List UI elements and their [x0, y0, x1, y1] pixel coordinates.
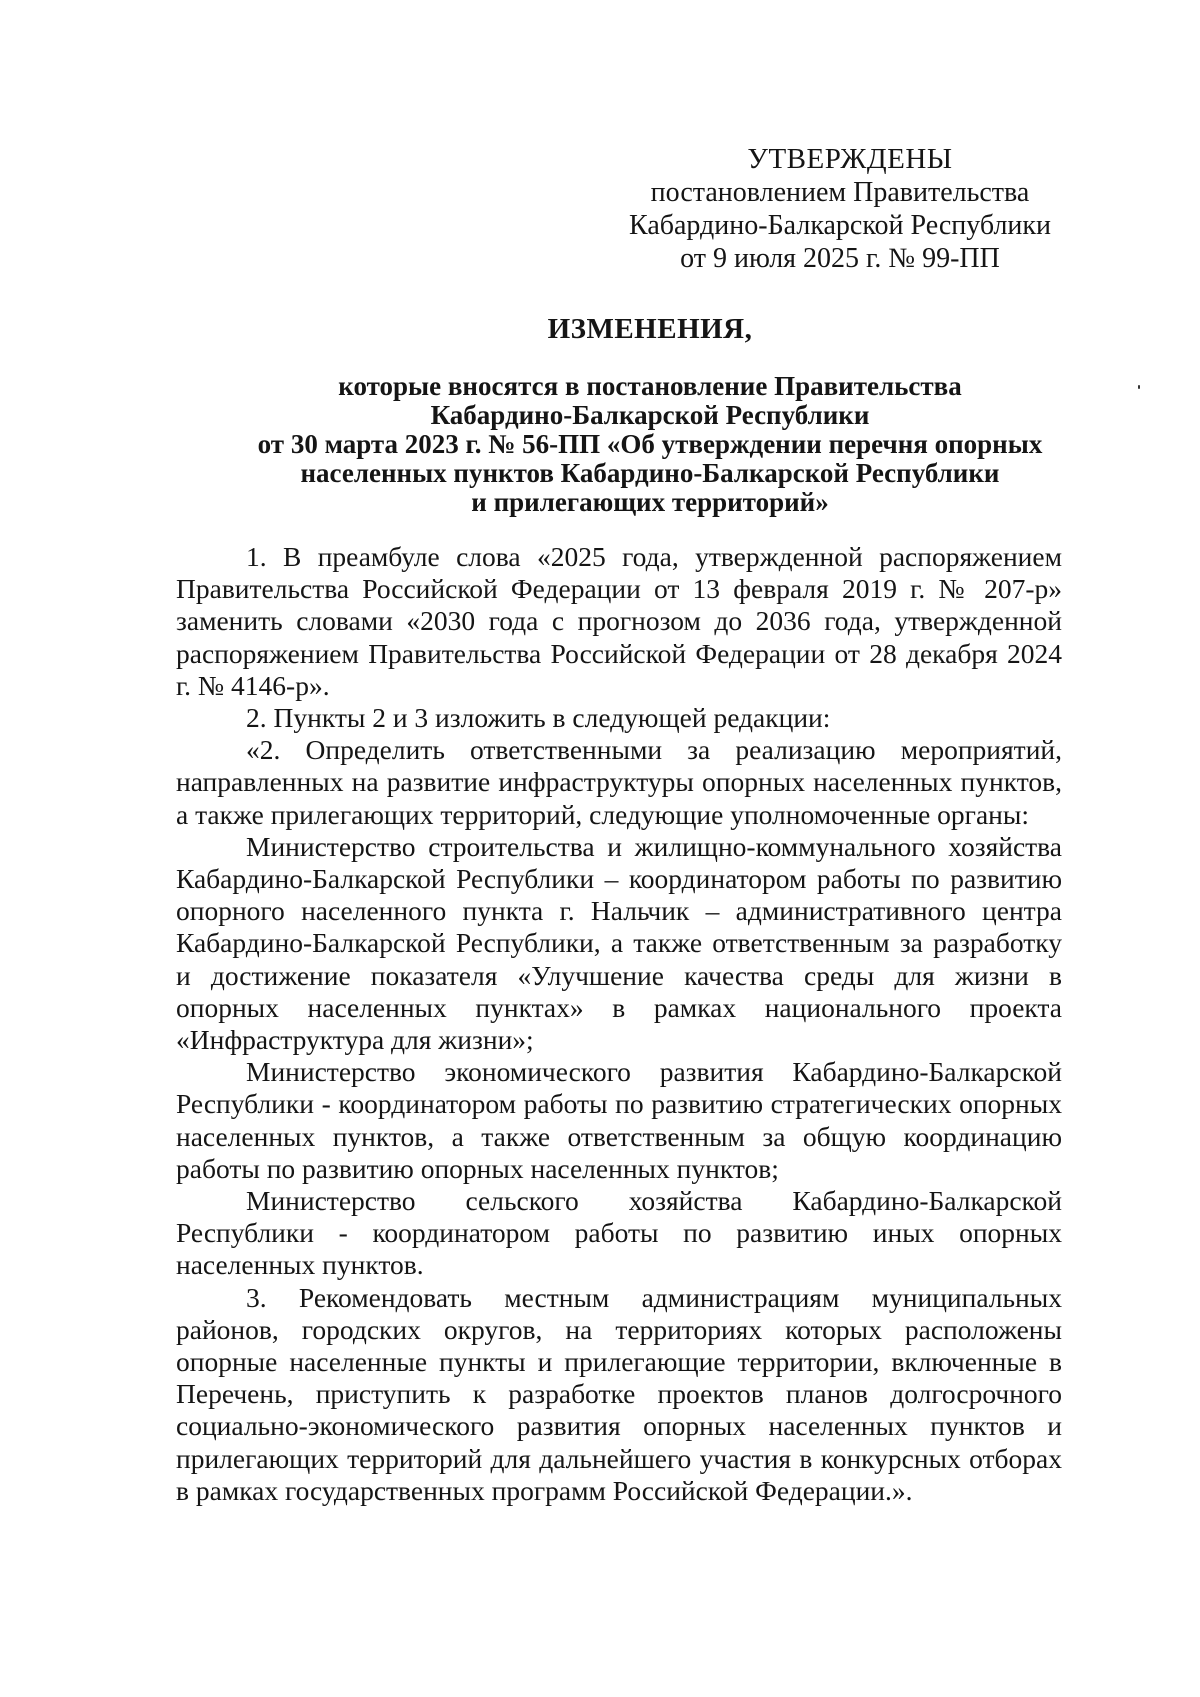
subtitle-line: и прилегающих территорий» — [471, 487, 829, 517]
paragraph-points-revision: 2. Пункты 2 и 3 изложить в следующей редакции: — [246, 702, 831, 734]
paragraph-point-2: «2. Определить ответственными за реализацию мероприятий, направленных на развитие инфраструктуры опорных населенных пунктов, а также прилегающих территорий, следующие уполномоченные органы: — [176, 734, 1062, 830]
paragraph-ministry-construction: Министерство строительства и жилищно-коммунального хозяйства Кабардино-Балкарской Республики – координатором работы по развитию опорного населенного пункта г. Нальчик – административного центра Кабардино-Балкарской Республики, а также ответственным за разработку и достижение показателя «Улучшение качества среды для жизни в опорных населенных пунктах» в рамках национального проекта «Инфраструктура для жизни»; — [176, 830, 1062, 1056]
document-body — [176, 541, 1062, 1507]
paragraph-preamble-amendment: 1. В преамбуле слова «2025 года, утвержденной распоряжением Правительства Российской Федерации от 13 февраля 2019 г. № 207-р» заменить словами «2030 года с прогнозом до 2036 года, утвержденной распоряжением Правительства Российской Федерации от 28 декабря 2024 г. № 4146-р». — [176, 541, 1062, 701]
paragraph-ministry-agriculture: Министерство сельского хозяйства Кабардино-Балкарской Республики - координатором работы по развитию иных опорных населенных пунктов. — [176, 1185, 1062, 1281]
paragraph-point-3: 3. Рекомендовать местным администрациям муниципальных районов, городских округов, на территориях которых расположены опорные населенные пункты и прилегающие территории, включенные в Перечень, приступить к разработке проектов планов долгосрочного социально-экономического развития опорных населенных пунктов и прилегающих территорий для дальнейшего участия в конкурсных отборах в рамках государственных программ Российской Федерации.». — [176, 1281, 1062, 1506]
subtitle-line: населенных пунктов Кабардино-Балкарской Республики — [300, 458, 1000, 488]
document-subtitle — [170, 372, 1130, 517]
approval-stamp — [600, 143, 1080, 275]
approval-title: УТВЕРЖДЕНЫ — [747, 143, 953, 175]
approval-line-3: от 9 июля 2025 г. № 99-ПП — [680, 243, 1000, 274]
approval-line-2: Кабардино-Балкарской Республики — [629, 210, 1051, 241]
scan-speck — [1138, 385, 1140, 389]
paragraph-ministry-economy: Министерство экономического развития Кабардино-Балкарской Республики - координатором работы по развитию стратегических опорных населенных пунктов, а также ответственным за общую координацию работы по развитию опорных населенных пунктов; — [176, 1056, 1062, 1184]
approval-line-1: постановлением Правительства — [650, 177, 1030, 208]
subtitle-line: от 30 марта 2023 г. № 56-ПП «Об утверждении перечня опорных — [257, 429, 1043, 459]
document-title: ИЗМЕНЕНИЯ, — [547, 313, 753, 345]
subtitle-line: Кабардино-Балкарской Республики — [430, 400, 870, 430]
subtitle-line: которые вносятся в постановление Правительства — [338, 371, 962, 401]
